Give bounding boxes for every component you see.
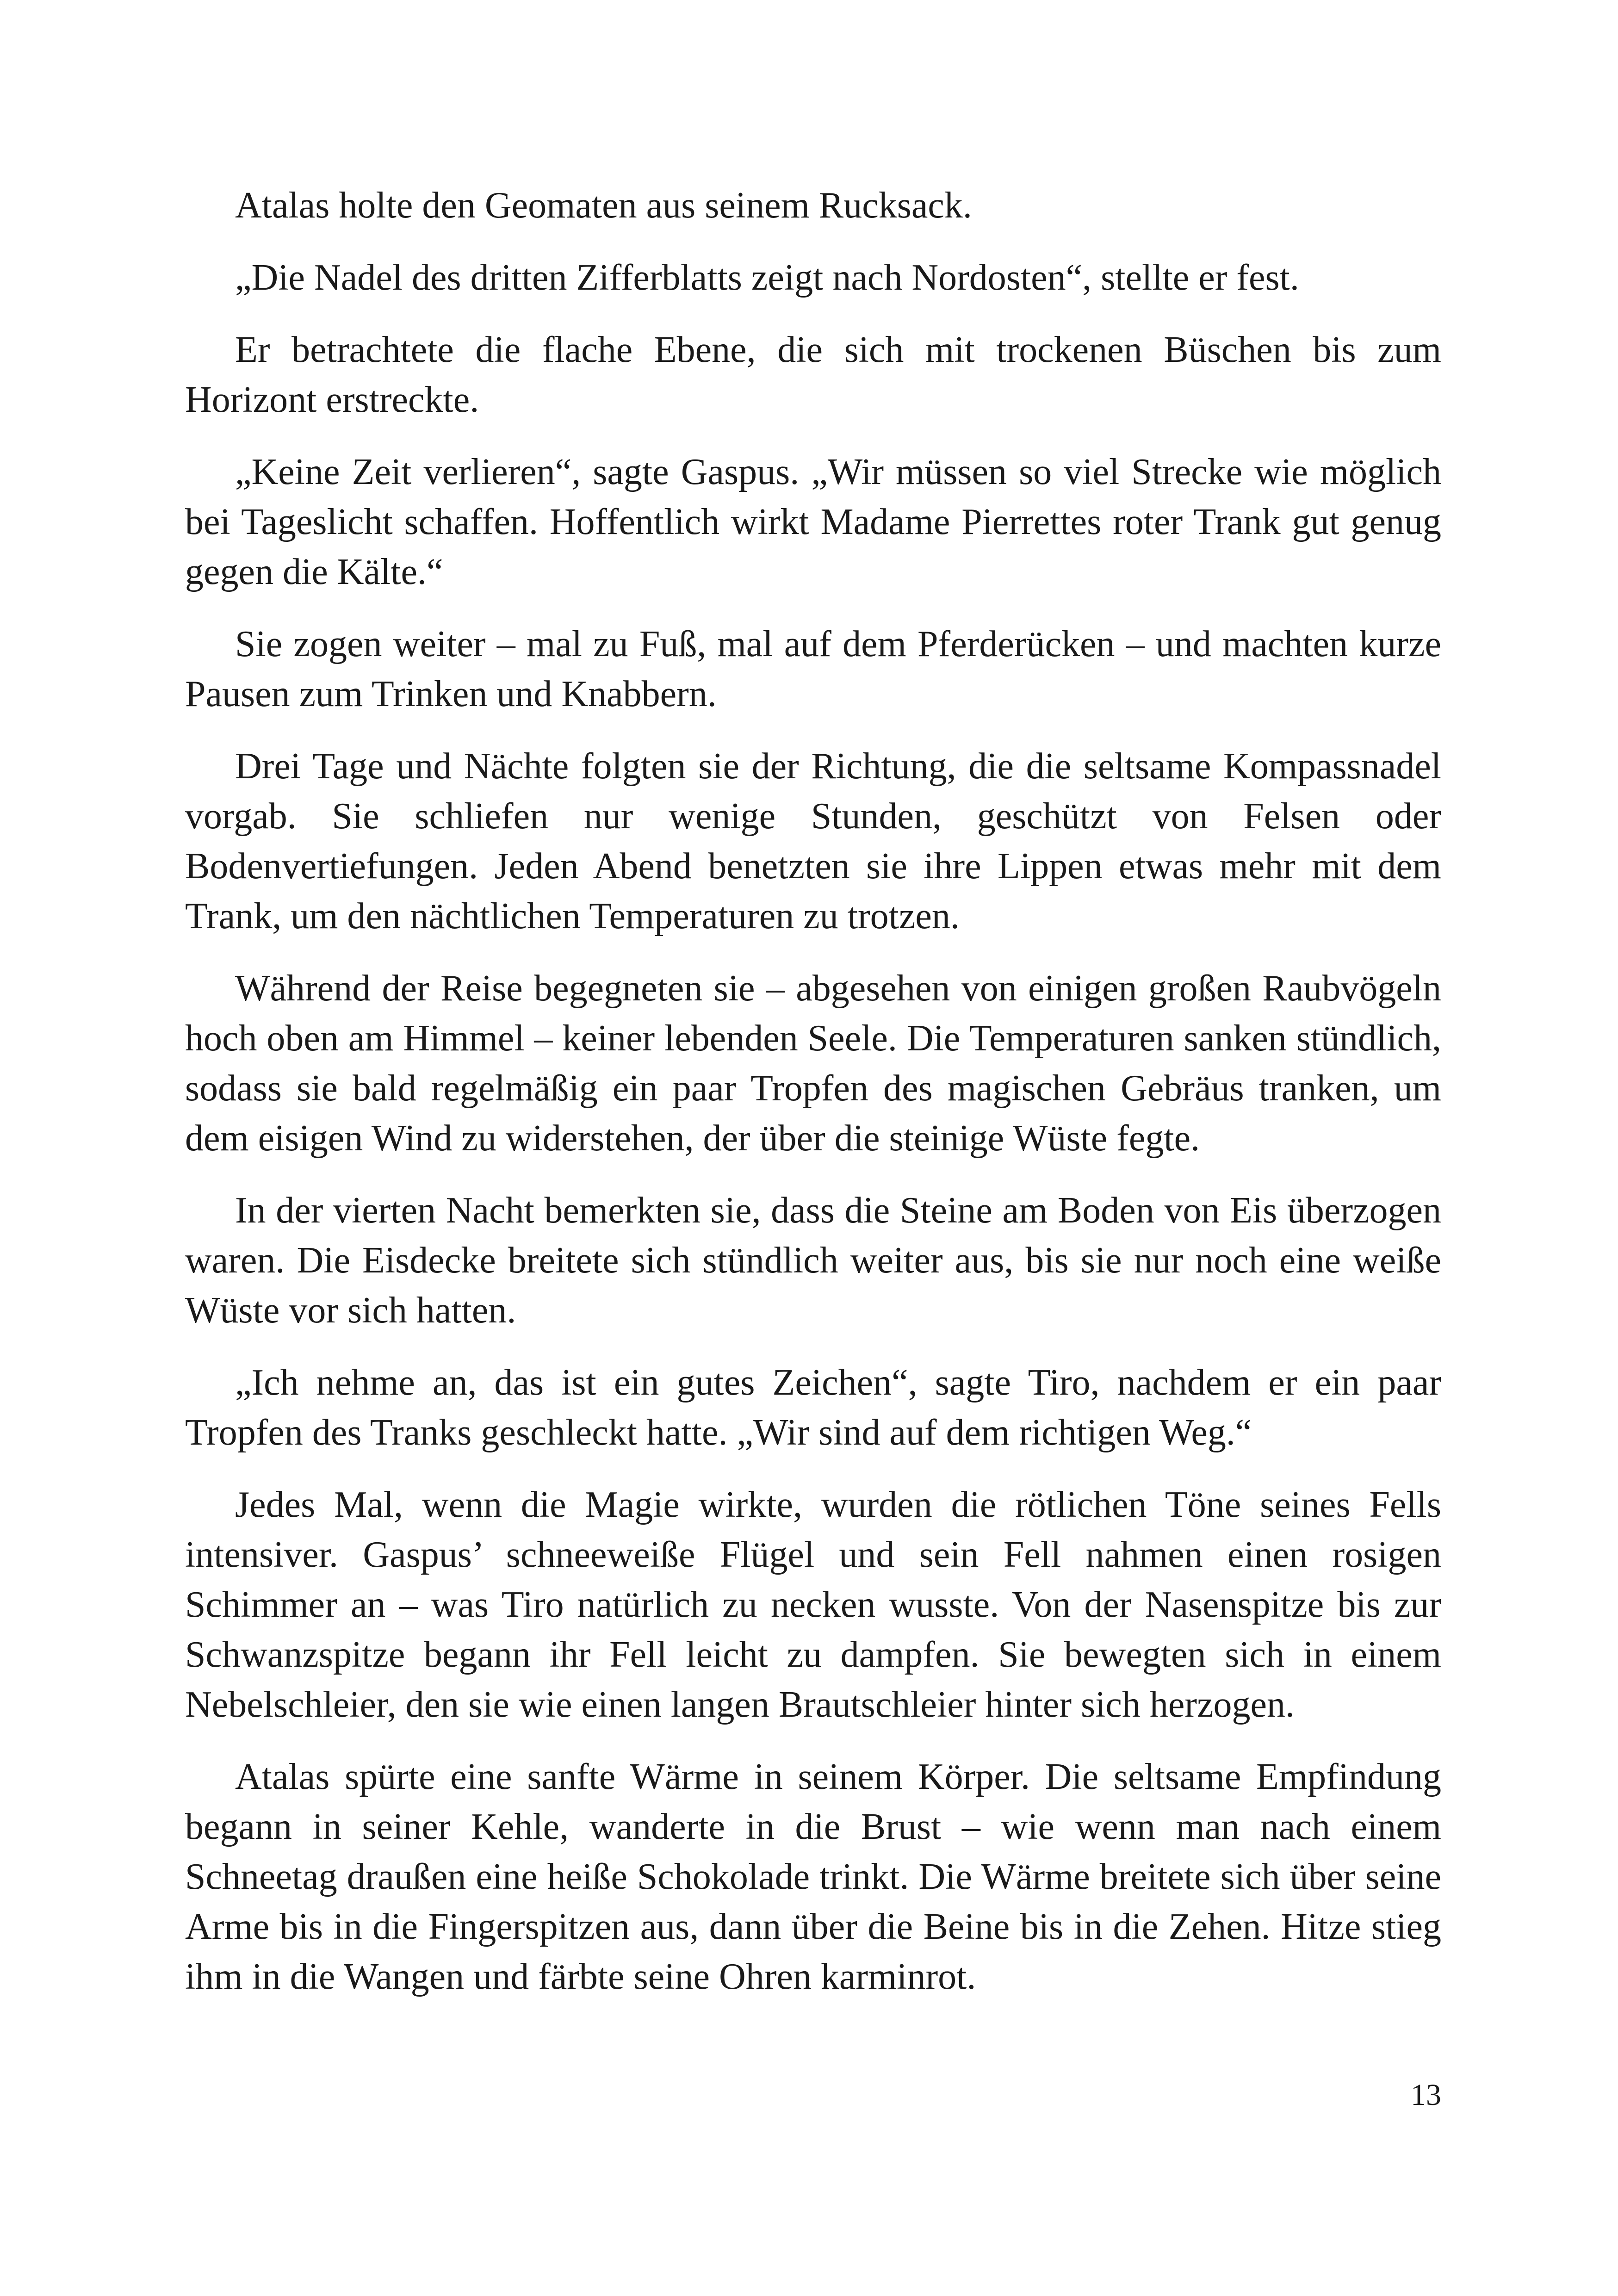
body-text bbox=[185, 180, 1441, 2024]
paragraph-2: „Die Nadel des dritten Zifferblatts zeigt nach Nordosten“, stellte er fest. bbox=[235, 257, 1299, 298]
page-number: 13 bbox=[1411, 2078, 1441, 2112]
paragraph-5: Sie zogen weiter – mal zu Fuß, mal auf dem Pferderücken – und machten kurze Pausen zum Trinken und Knabbern. bbox=[185, 624, 1441, 714]
paragraph-1: Atalas holte den Geomaten aus seinem Rucksack. bbox=[235, 185, 972, 226]
paragraph-9: „Ich nehme an, das ist ein gutes Zeichen“, sagte Tiro, nachdem er ein paar Tropfen des Tranks geschleckt hatte. „Wir sind auf dem richtigen Weg.“ bbox=[185, 1362, 1441, 1453]
paragraph-11: Atalas spürte eine sanfte Wärme in seinem Körper. Die seltsame Empfindung begann in seiner Kehle, wanderte in die Brust – wie wenn man nach einem Schneetag draußen eine heiße Schokolade trinkt. Die Wärme breitete sich über seine Arme bis in die Fingerspitzen aus, dann über die Beine bis in die Zehen. Hitze stieg ihm in die Wangen und färbte seine Ohren karminrot. bbox=[185, 1756, 1441, 1997]
paragraph-6: Drei Tage und Nächte folgten sie der Richtung, die die seltsame Kompassnadel vorgab. Sie schliefen nur wenige Stunden, geschützt von Felsen oder Bodenvertiefungen. Jeden Abend benetzten sie ihre Lippen etwas mehr mit dem Trank, um den nächtlichen Temperaturen zu trotzen. bbox=[185, 746, 1441, 937]
paragraph-7: Während der Reise begegneten sie – abgesehen von einigen großen Raubvögeln hoch oben am Himmel – keiner lebenden Seele. Die Temperaturen sanken stündlich, sodass sie bald regelmäßig ein paar Tropfen des magischen Gebräus tranken, um dem eisigen Wind zu widerstehen, der über die steinige Wüste fegte. bbox=[185, 968, 1441, 1159]
paragraph-3: Er betrachtete die flache Ebene, die sich mit trockenen Büschen bis zum Horizont erstreckte. bbox=[185, 329, 1441, 420]
paragraph-4: „Keine Zeit verlieren“, sagte Gaspus. „Wir müssen so viel Strecke wie möglich bei Tageslicht schaffen. Hoffentlich wirkt Madame Pierrettes roter Trank gut genug gegen die Kälte.“ bbox=[185, 452, 1441, 592]
paragraph-8: In der vierten Nacht bemerkten sie, dass die Steine am Boden von Eis überzogen waren. Die Eisdecke breitete sich stündlich weiter aus, bis sie nur noch eine weiße Wüste vor sich hatten. bbox=[185, 1190, 1441, 1331]
paragraph-10: Jedes Mal, wenn die Magie wirkte, wurden die rötlichen Töne seines Fells intensiver. Gaspus’ schneeweiße Flügel und sein Fell nahmen einen rosigen Schimmer an – was Tiro natürlich zu necken wusste. Von der Nasenspitze bis zur Schwanzspitze begann ihr Fell leicht zu dampfen. Sie bewegten sich in einem Nebelschleier, den sie wie einen langen Brautschleier hinter sich herzogen. bbox=[185, 1484, 1441, 1725]
